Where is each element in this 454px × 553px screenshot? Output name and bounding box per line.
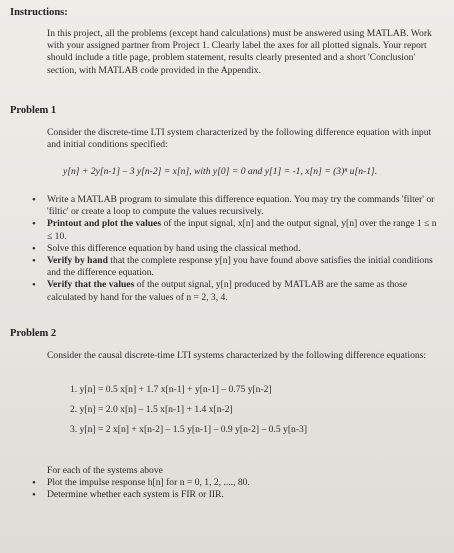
problem2-equation: 2. y[n] = 2.0 x[n] – 1.5 x[n-1] + 1.4 x[n-2]: [70, 404, 233, 415]
problem1-bullet: • Solve this difference equation by hand using the classical method.: [32, 243, 444, 255]
problem2-equation: 3. y[n] = 2 x[n] + x[n-2] – 1.5 y[n-1] – 0.9 y[n-2] – 0.5 y[n-3]: [70, 424, 308, 435]
problem2-bullet: • Plot the impulse response h[n] for n = 0, 1, 2, ...., 80.: [32, 477, 444, 489]
problem1-bullet: • Verify that the values of the output signal, y[n] produced by MATLAB are the same as those calculated by hand for the values of n = 2, 3, 4.: [32, 279, 444, 303]
instructions-heading: Instructions:: [10, 7, 68, 18]
problem2-equation: 1. y[n] = 0.5 x[n] + 1.7 x[n-1] + y[n-1] – 0.75 y[n-2]: [70, 384, 272, 395]
problem1-intro: Consider the discrete-time LTI system characterized by the following difference equation with input and initial conditions specified:: [47, 127, 432, 151]
problem2-equation-list: [70, 380, 307, 440]
problem1-bullets: [32, 194, 444, 304]
problem2-bullets: [32, 477, 444, 501]
problem1-bullet: • Write a MATLAB program to simulate this difference equation. You may try the commands 'filter' or 'filtic' or create a loop to compute the values recursively.: [32, 194, 444, 218]
problem2-outro: For each of the systems above: [47, 465, 163, 476]
problem1-bullet: • Printout and plot the values of the input signal, x[n] and the output signal, y[n] over the range 1 ≤ n ≤ 10.: [32, 218, 444, 242]
problem2-bullet: • Determine whether each system is FIR or IIR.: [32, 489, 444, 501]
problem1-heading: Problem 1: [10, 105, 57, 116]
problem2-heading: Problem 2: [10, 328, 57, 339]
problem2-intro: Consider the causal discrete-time LTI systems characterized by the following difference equations:: [47, 350, 427, 361]
instructions-text: In this project, all the problems (except hand calculations) must be answered using MATLAB. Work with your assigned partner from Project 1. Clearly label the axes for all plotted signals. Your report should include a title page, problem statement, results clearly presented and a short 'Conclusion' section, with MATLAB code provided in the Appendix.: [47, 28, 432, 76]
problem1-equation: y[n] + 2y[n-1] – 3 y[n-2] = x[n], with y[0] = 0 and y[1] = -1, x[n] = (3)ⁿ u[n-1].: [63, 166, 378, 177]
problem1-bullet: • Verify by hand that the complete response y[n] you have found above satisfies the initial conditions and the difference equation.: [32, 255, 444, 279]
